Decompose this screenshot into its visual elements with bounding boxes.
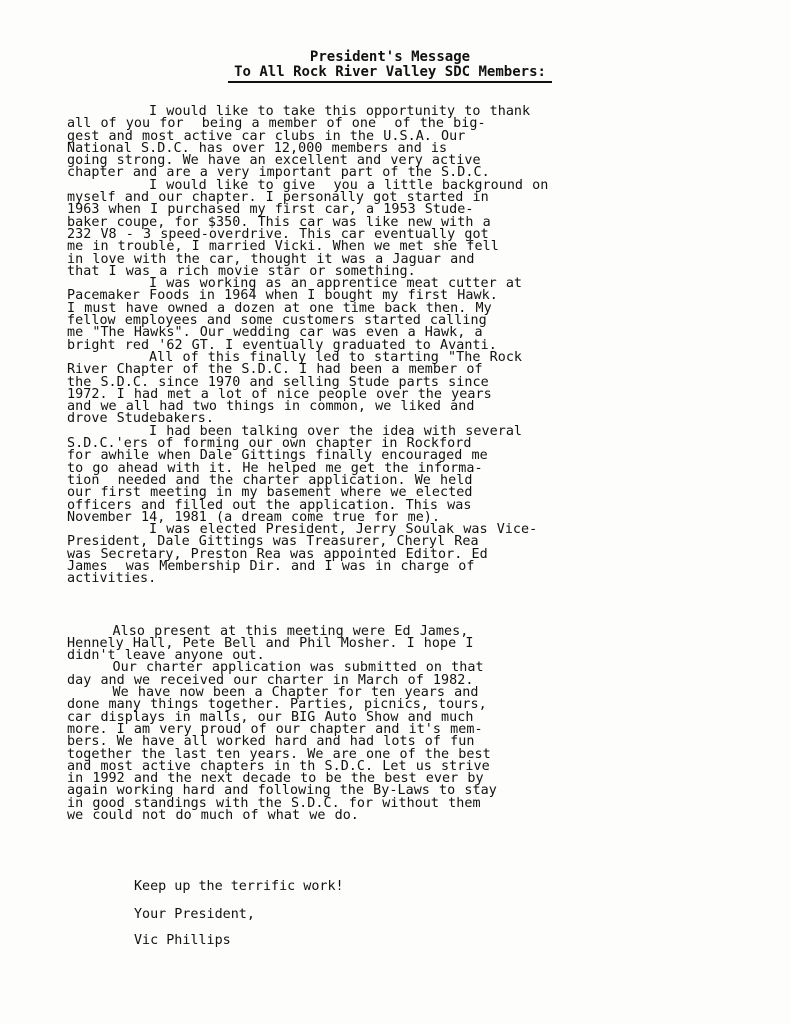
- text-line: that I was a rich movie star or something.: [67, 263, 416, 279]
- text-line: gest and most active car clubs in the U.S.A. Our: [67, 128, 466, 144]
- text-line: President, Dale Gittings was Treasurer, Cheryl Rea: [67, 534, 479, 550]
- text-line: Also present at this meeting were Ed James,: [67, 623, 469, 639]
- text-line: I would like to give you a little background on: [67, 177, 549, 193]
- text-line: and we all had two things in common, we liked and: [67, 399, 475, 415]
- text-line: going strong. We have an excellent and very active: [67, 153, 481, 169]
- text-line: more. I am very proud of our chapter and it's mem-: [67, 721, 483, 737]
- paragraph-gap: [67, 586, 739, 626]
- text-line: we could not do much of what we do.: [67, 808, 359, 824]
- text-line: I must have owned a dozen at one time back then. My: [67, 300, 492, 316]
- signature-name: Vic Phillips: [134, 933, 231, 948]
- title-line-1: President's Message: [309, 49, 471, 65]
- text-line: National S.D.C. has over 12,000 members and is: [67, 140, 448, 156]
- text-line: together the last ten years. We are one of the best: [67, 746, 491, 762]
- text-line: All of this finally led to starting "The Rock: [67, 349, 523, 365]
- text-line: the S.D.C. since 1970 and selling Stude parts since: [67, 374, 489, 390]
- title-line-2: To All Rock River Valley SDC Members:: [228, 65, 552, 83]
- text-line: Our charter application was submitted on that: [67, 660, 484, 676]
- letter-body: [67, 106, 739, 822]
- text-line: all of you for being a member of one of the big-: [67, 116, 486, 132]
- text-line: 1963 when I purchased my first car, a 1953 Stude-: [67, 202, 474, 218]
- closing-salutation: Your President,: [134, 907, 255, 922]
- text-line: done many things together. Parties, picnics, tours,: [67, 697, 487, 713]
- text-line: We have now been a Chapter for ten years and: [67, 685, 479, 701]
- text-line: bright red '62 GT. I eventually graduated to Avanti.: [67, 337, 497, 353]
- text-line: Hennely Hall, Pete Bell and Phil Mosher. I hope I: [67, 635, 474, 651]
- text-line: fellow employees and some customers started calling: [67, 313, 487, 329]
- text-line: officers and filled out the application. This was: [67, 497, 472, 513]
- text-line: S.D.C.'ers of forming our own chapter in Rockford: [67, 436, 472, 452]
- text-line: myself and our chapter. I personally got started in: [67, 190, 489, 206]
- text-line: I had been talking over the idea with several: [67, 423, 523, 439]
- text-line: Pacemaker Foods in 1964 when I bought my first Hawk.: [67, 288, 498, 304]
- text-line: tion needed and the charter application. We held: [67, 472, 473, 488]
- text-line: 1972. I had met a lot of nice people over the years: [67, 386, 492, 402]
- text-line: me in trouble, I married Vicki. When we met she fell: [67, 239, 499, 255]
- text-line: didn't leave anyone out.: [67, 648, 265, 664]
- text-line: I was elected President, Jerry Soulak was Vice-: [67, 522, 538, 538]
- letter-title: [120, 50, 660, 83]
- text-line: James was Membership Dir. and I was in charge of: [67, 558, 475, 574]
- text-line: baker coupe, for $350. This car was like new with a: [67, 214, 491, 230]
- body-section-1: [67, 106, 739, 586]
- text-line: in 1992 and the next decade to be the best ever by: [67, 771, 484, 787]
- text-line: bers. We have all worked hard and had lots of fun: [67, 734, 475, 750]
- text-line: drove Studebakers.: [67, 411, 215, 427]
- text-line: for awhile when Dale Gittings finally encouraged me: [67, 448, 488, 464]
- body-section-2: [67, 623, 739, 824]
- closing-line: Keep up the terrific work!: [134, 879, 344, 894]
- text-line: River Chapter of the S.D.C. I had been a member of: [67, 362, 483, 378]
- text-line: activities.: [67, 571, 157, 587]
- text-line: again working hard and following the By-Laws to stay: [67, 783, 497, 799]
- text-line: our first meeting in my basement where we elected: [67, 485, 473, 501]
- text-line: to go ahead with it. He helped me get the informa-: [67, 460, 483, 476]
- text-line: I was working as an apprentice meat cutter at: [67, 276, 523, 292]
- text-line: chapter and are a very important part of the S.D.C.: [67, 165, 490, 181]
- text-line: me "The Hawks". Our wedding car was even a Hawk, a: [67, 325, 483, 341]
- text-line: I would like to take this opportunity to thank: [67, 104, 531, 119]
- text-line: 232 V8 - 3 speed-overdrive. This car eventually got: [67, 226, 489, 242]
- text-line: and most active chapters in th S.D.C. Let us strive: [67, 758, 490, 774]
- text-line: in good standings with the S.D.C. for without them: [67, 795, 481, 811]
- text-line: was Secretary, Preston Rea was appointed Editor. Ed: [67, 546, 488, 562]
- text-line: November 14, 1981 (a dream come true for me).: [67, 509, 441, 525]
- text-line: car displays in malls, our BIG Auto Show and much: [67, 709, 474, 725]
- text-line: in love with the car, thought it was a Jaguar and: [67, 251, 475, 267]
- text-line: day and we received our charter in March of 1982.: [67, 672, 474, 688]
